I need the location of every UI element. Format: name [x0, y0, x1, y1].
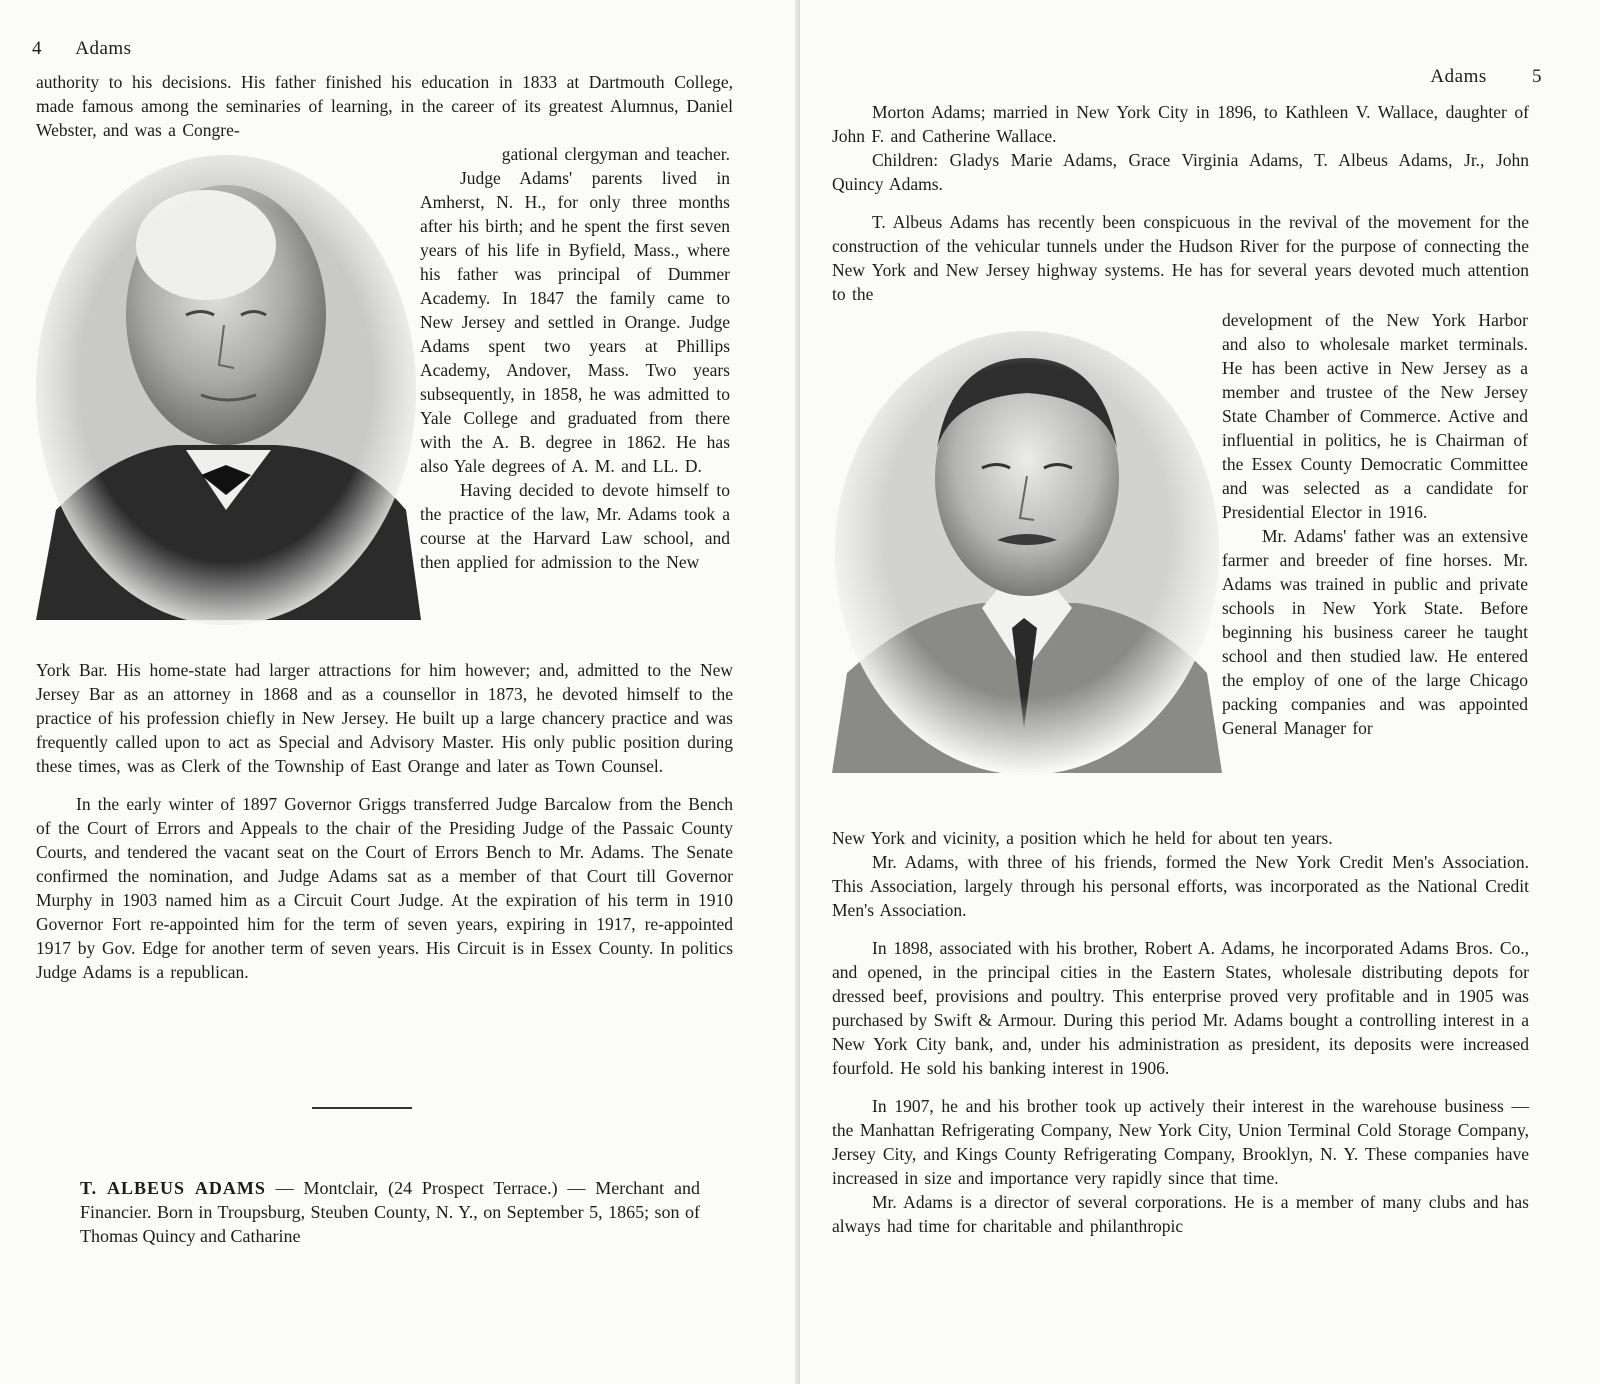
running-head: Adams [1430, 66, 1487, 87]
section-divider [312, 1107, 412, 1109]
page-header [32, 38, 132, 60]
right-page [800, 0, 1600, 1384]
page-number: 5 [1532, 66, 1542, 87]
entry-text: — Montclair, (24 Prospect Terrace.) — Merchant and Financier. Born in Troupsburg, Steuben County, N. Y., on September 5, 1865; son of Thomas Quincy and Catharine [80, 1178, 700, 1246]
entry-name: T. ALBEUS ADAMS [80, 1178, 266, 1198]
page-number: 4 [32, 38, 42, 59]
left-side-column: gational clergyman and teacher. Judge Adams' parents lived in Amherst, N. H., for only three months after his birth; and he spent the first seven years of his life in Byfield, Mass., where his father was principal of Dummer Academy. In 1847 the family came to New Jersey and settled in Orange. Judge Adams spent two years at Phillips Academy, Andover, Mass. Two years subsequently, in 1858, he was admitted to Yale College and graduated from there with the A. B. degree in 1862. He has also Yale degrees of A. M. and LL. D. Having decided to devote himself to the practice of the law, Mr. Adams took a course at the Harvard Law school, and then applied for admission to the New [420, 144, 730, 572]
left-full-column: York Bar. His home-state had larger attractions for him however; and, admitted to the New Jersey Bar as an attorney in 1868 and as a counsellor in 1873, he devoted himself to the practice of his profession chiefly in New Jersey. He built up a large chancery practice and was frequently called upon to act as Special and Advisory Master. His only public position during these times, was as Clerk of the Township of East Orange and later as Town Counsel. In the early winter of 1897 Governor Griggs transferred Judge Barcalow from the Bench of the Court of Errors and Appeals to the chair of the Presiding Judge of the Passaic County Courts, and tendered the vacant seat on the Court of Errors Bench to Mr. Adams. The Senate confirmed the nomination, and Judge Adams sat as a member of that Court till Governor Murphy in 1903 named him as a Circuit Court Judge. At the expiration of his term in 1910 Governor Fort re-appointed him for the term of seven years, expiring in 1917, re-appointed 1917 by Gov. Edge for another term of seven years. His Circuit is in Essex County. In politics Judge Adams is a republican. [36, 660, 733, 982]
biography-entry [80, 1176, 700, 1248]
moustached-man-portrait [832, 328, 1222, 778]
elderly-man-portrait [36, 150, 421, 625]
right-side-column: development of the New York Harbor and also to wholesale market terminals. He has been active in New Jersey as a member and trustee of the New Jersey State Chamber of Commerce. Active and influential in politics, he is Chairman of the Essex County Democratic Committee and was selected as a candidate for Presidential Elector in 1916. Mr. Adams' father was an extensive farmer and breeder of fine horses. Mr. Adams was trained in public and private schools in New York State. Before beginning his business career he taught school and then studied law. He entered the employ of one of the large Chicago packing companies and was appointed General Manager for [1222, 310, 1528, 738]
right-full-column: New York and vicinity, a position which he held for about ten years. Mr. Adams, with three of his friends, formed the New York Credit Men's Association. This Association, largely through his personal efforts, was incorporated as the National Credit Men's Association. In 1898, associated with his brother, Robert A. Adams, he incorporated Adams Bros. Co., and opened, in the principal cities in the Eastern States, wholesale distributing depots for dressed beef, provisions and poultry. This enterprise proved very profitable and in 1905 was purchased by Swift & Armour. During this period Mr. Adams bought a controlling interest in a New York City bank, and, under his administration as president, its deposits were increased fourfold. He sold his banking interest in 1906. In 1907, he and his brother took up actively their interest in the warehouse business — the Manhattan Refrigerating Company, New York City, Union Terminal Cold Storage Company, Jersey City, and Kings County Refrigerating Company, Brooklyn, N. Y. These companies have increased in size and importance very rapidly since that time. Mr. Adams is a director of several corporations. He is a member of many clubs and has always had time for charitable and philanthropic [832, 828, 1529, 1236]
left-para-1-top: authority to his decisions. His father finished his education in 1833 at Dartmouth College, made famous among the seminaries of learning, in the career of its greatest Alumnus, Daniel Webster, and was a Congre- [36, 72, 733, 140]
running-head: Adams [75, 38, 132, 59]
right-top-paragraphs: Morton Adams; married in New York City in 1896, to Kathleen V. Wallace, daughter of John F. and Catherine Wallace. Children: Gladys Marie Adams, Grace Virginia Adams, T. Albeus Adams, Jr., John Quincy Adams. T. Albeus Adams has recently been conspicuous in the revival of the movement for the construction of the vehicular tunnels under the Hudson River for the purpose of connecting the New York and New Jersey highway systems. He has for several years devoted much attention to the [832, 102, 1529, 304]
page-header [1430, 66, 1542, 88]
